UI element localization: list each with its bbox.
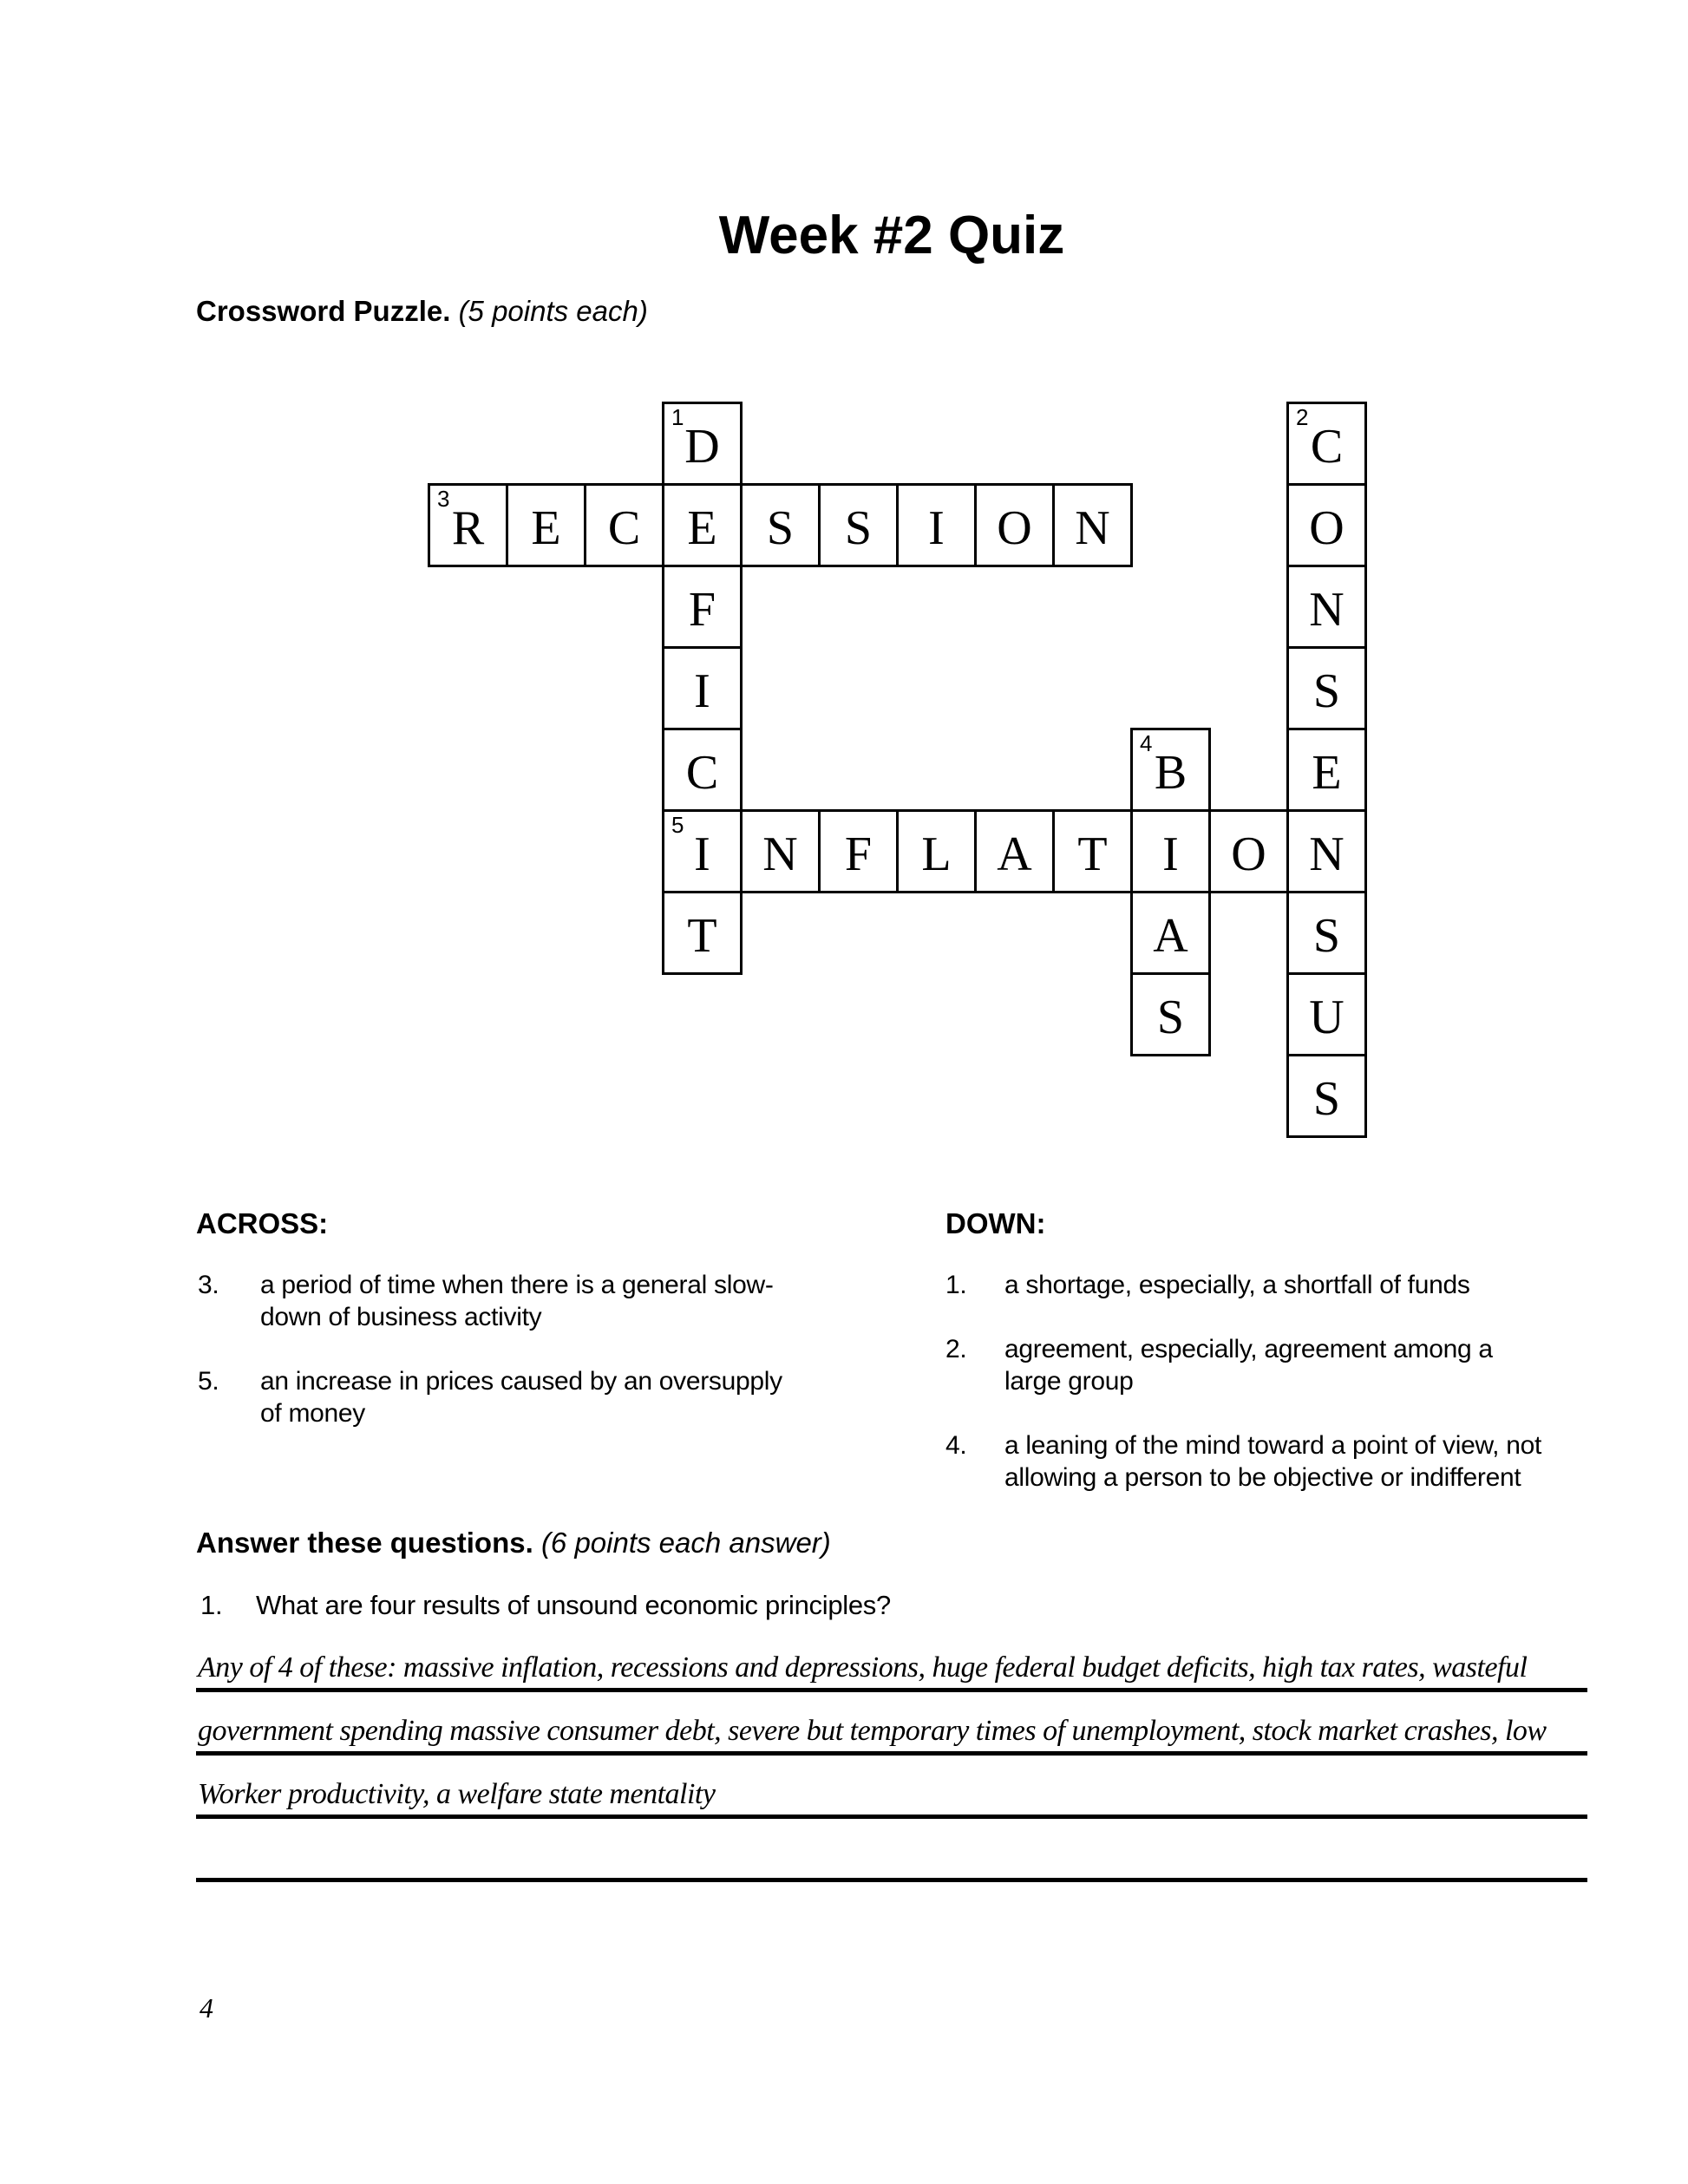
crossword-cell-r3c11 bbox=[1286, 646, 1367, 730]
answer-text: Any of 4 of these: massive inflation, recessions and depressions, huge federal budget deficits, high tax rates, wasteful bbox=[198, 1651, 1528, 1684]
page-title: Week #2 Quiz bbox=[718, 206, 1065, 265]
cell-letter: I bbox=[694, 664, 710, 718]
crossword-cell-r8c11 bbox=[1286, 1054, 1367, 1138]
cell-letter: T bbox=[1077, 827, 1108, 881]
crossword-cell-r5c9 bbox=[1130, 809, 1211, 893]
cell-letter: C bbox=[607, 500, 641, 555]
cell-letter: I bbox=[1162, 827, 1179, 881]
down-heading: DOWN: bbox=[945, 1207, 1046, 1239]
cell-letter: B bbox=[1154, 745, 1187, 800]
answer-text: government spending massive consumer debt, severe but temporary times of unemployment, stock market crashes, low bbox=[198, 1715, 1547, 1747]
cell-letter: S bbox=[1312, 664, 1341, 718]
down-clue-1 bbox=[945, 1269, 1601, 1301]
crossword-cell-r5c7 bbox=[974, 809, 1055, 893]
across-clue-list bbox=[196, 1269, 890, 1429]
cell-number: 5 bbox=[671, 812, 684, 838]
crossword-cell-r7c9 bbox=[1130, 972, 1211, 1056]
crossword-cell-r2c11 bbox=[1286, 565, 1367, 649]
crossword-cell-r7c11 bbox=[1286, 972, 1367, 1056]
cell-letter: F bbox=[844, 827, 873, 881]
clue-text: a shortage, especially, a shortfall of funds bbox=[1004, 1271, 1470, 1299]
cell-letter: S bbox=[766, 500, 795, 555]
crossword-cell-r5c8 bbox=[1052, 809, 1133, 893]
clue-text: an increase in prices caused by an oversupply of money bbox=[260, 1367, 782, 1428]
cell-letter: S bbox=[844, 500, 873, 555]
cell-letter: N bbox=[762, 827, 798, 881]
crossword-cell-r0c3 bbox=[662, 402, 743, 486]
cell-letter: N bbox=[1075, 500, 1110, 555]
cell-letter: E bbox=[531, 500, 561, 555]
crossword-cell-r0c11 bbox=[1286, 402, 1367, 486]
crossword-cell-r1c7 bbox=[974, 483, 1055, 567]
answer-line-3 bbox=[196, 1769, 1587, 1819]
cell-letter: S bbox=[1312, 1071, 1341, 1126]
page-number: 4 bbox=[200, 1992, 213, 2024]
across-heading: ACROSS: bbox=[196, 1207, 329, 1239]
question-text: What are four results of unsound economic principles? bbox=[256, 1590, 891, 1620]
down-clues-column bbox=[945, 1207, 1601, 1526]
cell-letter: R bbox=[451, 500, 485, 555]
cell-number: 2 bbox=[1296, 404, 1309, 430]
crossword-section-heading bbox=[196, 295, 648, 328]
cell-letter: C bbox=[1310, 419, 1344, 474]
cell-letter: F bbox=[688, 582, 716, 637]
cell-letter: C bbox=[685, 745, 719, 800]
crossword-cell-r1c2 bbox=[584, 483, 664, 567]
crossword-cell-r1c6 bbox=[896, 483, 977, 567]
cell-letter: N bbox=[1309, 582, 1345, 637]
cell-letter: S bbox=[1312, 908, 1341, 963]
questions-points-note: (6 points each answer) bbox=[540, 1527, 831, 1559]
cell-letter: O bbox=[1309, 500, 1345, 555]
questions-heading-label: Answer these questions. bbox=[196, 1527, 533, 1559]
crossword-points-note: (5 points each) bbox=[458, 295, 648, 327]
cell-letter: A bbox=[997, 827, 1032, 881]
crossword-cell-r6c9 bbox=[1130, 891, 1211, 975]
answer-line-1 bbox=[196, 1643, 1587, 1692]
question-1 bbox=[196, 1589, 1593, 1621]
across-clues-column bbox=[196, 1207, 890, 1461]
crossword-cell-r5c4 bbox=[740, 809, 821, 893]
down-clue-4 bbox=[945, 1429, 1601, 1494]
cell-letter: U bbox=[1309, 990, 1345, 1044]
crossword-cell-r1c5 bbox=[818, 483, 899, 567]
cell-letter: O bbox=[1231, 827, 1266, 881]
answer-text: Worker productivity, a welfare state mentality bbox=[198, 1778, 716, 1810]
crossword-cell-r3c3 bbox=[662, 646, 743, 730]
crossword-cell-r1c4 bbox=[740, 483, 821, 567]
question-number: 1. bbox=[200, 1590, 223, 1620]
crossword-cell-r6c11 bbox=[1286, 891, 1367, 975]
crossword-cell-r2c3 bbox=[662, 565, 743, 649]
answer-line-4 bbox=[196, 1833, 1587, 1882]
cell-letter: D bbox=[684, 419, 720, 474]
crossword-cell-r1c1 bbox=[506, 483, 586, 567]
crossword-cell-r1c0 bbox=[428, 483, 508, 567]
clue-number: 2. bbox=[945, 1335, 967, 1363]
questions-section bbox=[196, 1527, 1593, 1621]
cell-letter: E bbox=[1312, 745, 1342, 800]
answer-line-2 bbox=[196, 1706, 1587, 1756]
crossword-cell-r5c10 bbox=[1208, 809, 1289, 893]
crossword-cell-r4c3 bbox=[662, 728, 743, 812]
cell-letter: L bbox=[921, 827, 952, 881]
clue-text: a leaning of the mind toward a point of view, not allowing a person to be objective or indifferent bbox=[1004, 1431, 1542, 1492]
cell-letter: I bbox=[694, 827, 710, 881]
clue-text: agreement, especially, agreement among a large group bbox=[1004, 1335, 1493, 1396]
down-clue-2 bbox=[945, 1333, 1601, 1397]
cell-letter: E bbox=[687, 500, 717, 555]
cell-letter: A bbox=[1153, 908, 1188, 963]
clue-number: 3. bbox=[198, 1271, 219, 1299]
questions-section-heading bbox=[196, 1527, 1593, 1559]
crossword-cell-r1c3 bbox=[662, 483, 743, 567]
cell-letter: S bbox=[1156, 990, 1185, 1044]
clue-text: a period of time when there is a general slow- down of business activity bbox=[260, 1271, 774, 1331]
crossword-cell-r5c6 bbox=[896, 809, 977, 893]
crossword-cell-r5c3 bbox=[662, 809, 743, 893]
clue-number: 5. bbox=[198, 1367, 219, 1396]
crossword-cell-r4c11 bbox=[1286, 728, 1367, 812]
cell-number: 1 bbox=[671, 404, 684, 430]
cell-letter: I bbox=[928, 500, 945, 555]
crossword-cell-r1c8 bbox=[1052, 483, 1133, 567]
cell-letter: N bbox=[1309, 827, 1345, 881]
crossword-grid bbox=[428, 402, 1370, 1141]
across-clue-5 bbox=[196, 1365, 890, 1429]
crossword-cell-r5c11 bbox=[1286, 809, 1367, 893]
cell-number: 4 bbox=[1140, 730, 1153, 756]
crossword-cell-r1c11 bbox=[1286, 483, 1367, 567]
crossword-cell-r4c9 bbox=[1130, 728, 1211, 812]
crossword-cell-r6c3 bbox=[662, 891, 743, 975]
cell-letter: T bbox=[687, 908, 717, 963]
clue-number: 4. bbox=[945, 1431, 967, 1460]
crossword-heading-label: Crossword Puzzle. bbox=[196, 295, 451, 327]
cell-letter: O bbox=[997, 500, 1032, 555]
across-clue-3 bbox=[196, 1269, 890, 1333]
down-clue-list bbox=[945, 1269, 1601, 1494]
cell-number: 3 bbox=[437, 486, 450, 512]
clue-number: 1. bbox=[945, 1271, 967, 1299]
crossword-cell-r5c5 bbox=[818, 809, 899, 893]
